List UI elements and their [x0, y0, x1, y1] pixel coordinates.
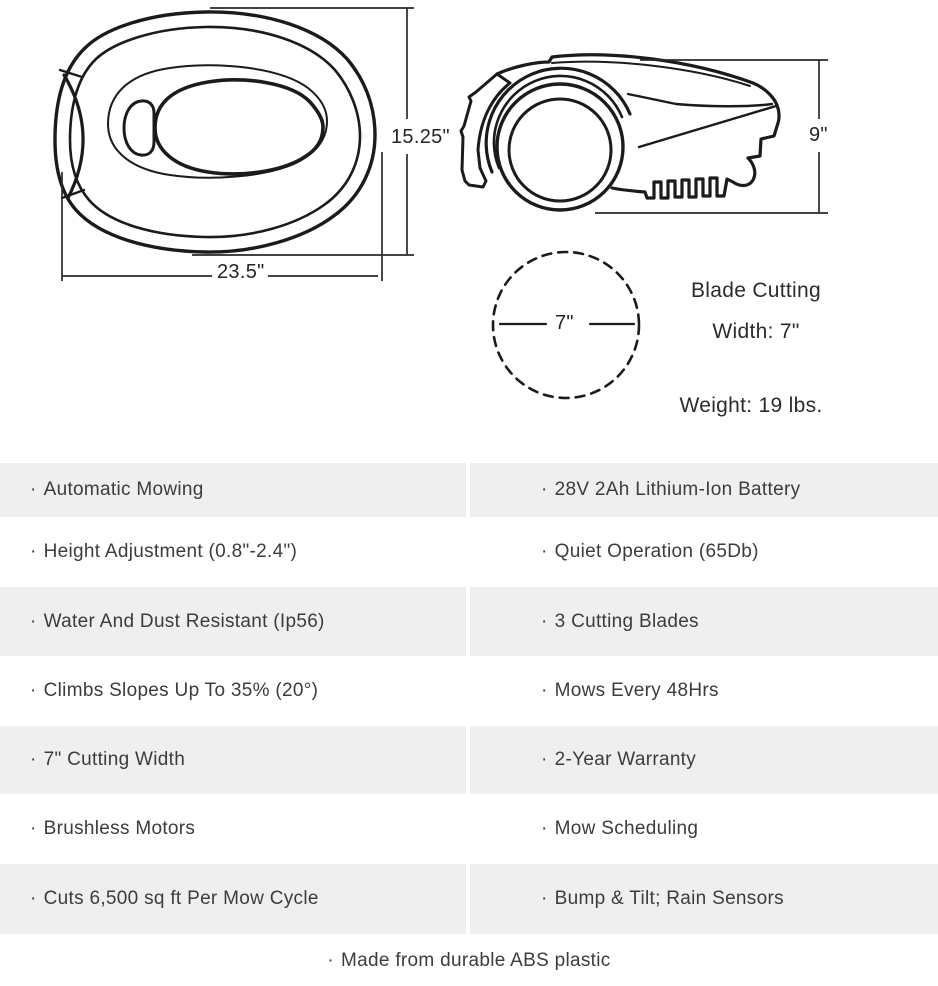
feature-cell: [470, 517, 938, 587]
feature-label: 7" Cutting Width: [43, 749, 186, 770]
feature-label: Mow Scheduling: [554, 818, 699, 839]
top-view-width-label: 23.5": [214, 261, 268, 284]
feature-cell: [0, 656, 466, 726]
footer-note-label: Made from durable ABS plastic: [341, 950, 611, 971]
table-row: [0, 864, 938, 934]
feature-label: 2-Year Warranty: [554, 749, 697, 770]
feature-label: Mows Every 48Hrs: [554, 680, 719, 701]
table-row: [0, 656, 938, 726]
feature-label: Automatic Mowing: [43, 479, 204, 500]
feature-cell: [470, 587, 938, 656]
feature-cell: [470, 794, 938, 864]
feature-label: 3 Cutting Blades: [554, 610, 699, 632]
bullet-icon: ·: [541, 749, 548, 770]
bullet-icon: ·: [541, 479, 548, 500]
bullet-icon: ·: [327, 950, 335, 971]
table-row: [0, 517, 938, 587]
feature-cell: [0, 517, 466, 587]
feature-cell: [0, 463, 466, 517]
feature-label: Height Adjustment (0.8"-2.4"): [43, 541, 298, 562]
feature-cell: [470, 463, 938, 517]
table-row: [0, 726, 938, 794]
feature-label: Bump & Tilt; Rain Sensors: [554, 888, 784, 909]
feature-cell: [470, 864, 938, 934]
wheel-outer-circle: [497, 84, 623, 210]
bullet-icon: ·: [541, 888, 548, 909]
feature-cell: [0, 794, 466, 864]
table-row: [0, 463, 938, 517]
bullet-icon: ·: [30, 680, 37, 701]
bullet-icon: ·: [541, 610, 548, 632]
feature-cell: [0, 726, 466, 794]
bullet-icon: ·: [541, 680, 548, 701]
top-view-height-label: 15.25": [388, 126, 453, 149]
feature-label: Cuts 6,500 sq ft Per Mow Cycle: [43, 888, 319, 909]
side-view-height-label: 9": [806, 124, 831, 147]
feature-label: Brushless Motors: [43, 818, 196, 839]
bullet-icon: ·: [30, 610, 37, 632]
feature-cell: [0, 864, 466, 934]
table-row: [0, 587, 938, 656]
blade-cutting-caption: [656, 270, 856, 352]
feature-cell: [470, 726, 938, 794]
mower-top-view-drawing: [55, 12, 375, 252]
bullet-icon: ·: [541, 818, 548, 839]
weight-caption: Weight: 19 lbs.: [679, 394, 823, 417]
feature-table: [0, 463, 938, 934]
feature-label: 28V 2Ah Lithium-Ion Battery: [554, 479, 801, 500]
feature-label: Quiet Operation (65Db): [554, 541, 759, 562]
top-view-dimension-lines: [62, 8, 414, 281]
table-row: [0, 794, 938, 864]
blade-caption-line1: Blade Cutting: [691, 279, 821, 302]
technical-drawings: [0, 0, 938, 455]
bullet-icon: ·: [541, 541, 548, 562]
mower-side-view-drawing: [461, 55, 779, 210]
bullet-icon: ·: [30, 818, 37, 839]
feature-label: Climbs Slopes Up To 35% (20°): [43, 680, 319, 701]
footer-note: [0, 936, 938, 986]
bullet-icon: ·: [30, 888, 37, 909]
feature-cell: [470, 656, 938, 726]
bullet-icon: ·: [30, 479, 37, 500]
wheel-inner-circle: [509, 99, 611, 201]
blade-diameter-label: 7": [552, 312, 577, 335]
bullet-icon: ·: [30, 749, 37, 770]
blade-caption-line2: Width: 7": [712, 320, 800, 343]
feature-cell: [0, 587, 466, 656]
feature-label: Water And Dust Resistant (Ip56): [43, 610, 325, 632]
bullet-icon: ·: [30, 541, 37, 562]
